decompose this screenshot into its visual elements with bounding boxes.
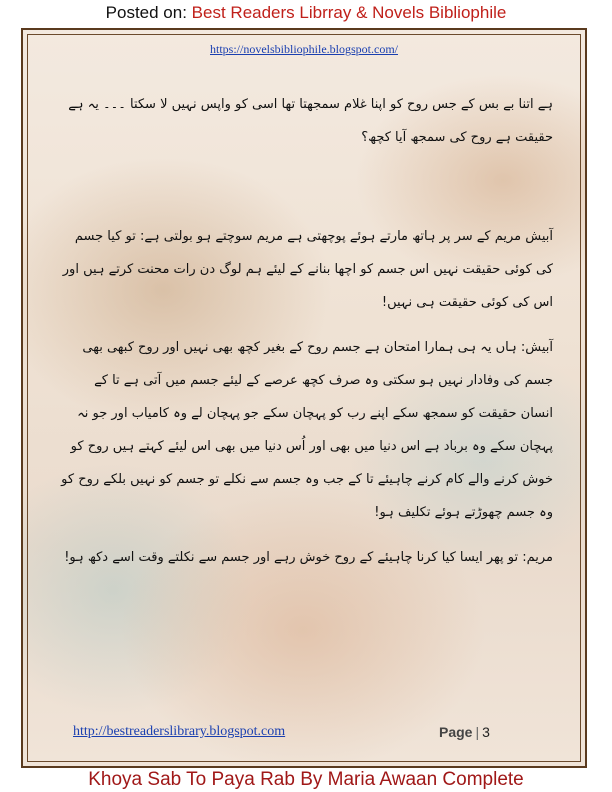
site-name: Best Readers Librray & Novels Bibliophile: [191, 3, 507, 22]
paragraph-1: ہے اتنا بے بس کے جس روح کو اپنا غلام سمجھتا تھا اسی کو واپس نہیں لا سکتا ۔۔۔ یہ ہے حقیقت ہے روح کی سمجھ آیا کچھ؟: [68, 97, 553, 145]
paragraph-4: مریم: تو پھر ایسا کیا کرنا چاہیئے کے روح خوش رہے اور جسم سے نکلتے وقت اسے دکھ ہو!: [64, 550, 553, 565]
paragraph-2: آبیش مریم کے سر پر ہاتھ مارتے ہوئے پوچھتی ہے مریم سوچتے ہو بولتی ہے: تو کیا جسم کی کوئی حقیقت نہیں اس جسم کو اچھا بنانے کے لیئے ہم لوگ دن رات محنت کرتے ہیں اور اس کی کوئی حقیقت ہی نہیں!: [62, 229, 553, 310]
posted-on-header: [0, 2, 612, 28]
page-frame: [21, 28, 587, 768]
posted-on-label: Posted on:: [105, 3, 192, 22]
page-separator: |: [475, 724, 480, 740]
story-body: [59, 88, 553, 574]
page-number-block: [439, 724, 490, 740]
paragraph-3: آبیش: ہاں یہ ہی ہمارا امتحان ہے جسم روح کے بغیر کچھ بھی نہیں اور روح کبھی بھی جسم کی وفادار نہیں ہو سکتی وہ صرف کچھ عرصے کے لیئے جسم میں آتی ہے تا کے انسان حقیقت کو سمجھ سکے اپنے رب کو پہچان سکے جو پہچان لے وہ کامیاب اور جو نہ پہچان سکے وہ برباد ہے اس دنیا میں بھی اور اُس دنیا میں بھی اس لیئے کہتے ہیں روح کو خوش کرنے والے کام کرنے چاہیئے تا کے جب وہ جسم سے نکلے تو جسم کو نہیں بلکے روح کو وہ جسم چھوڑتے ہوئے تکلیف ہو!: [61, 340, 553, 520]
top-url-link[interactable]: https://novelsbibliophile.blogspot.com/: [210, 42, 398, 56]
page-number: 3: [482, 724, 490, 740]
footer-blog-link[interactable]: http://bestreaderslibrary.blogspot.com: [73, 724, 286, 739]
novel-title-footer: Khoya Sab To Paya Rab By Maria Awaan Complete: [88, 769, 524, 790]
page-label: Page: [439, 724, 473, 740]
